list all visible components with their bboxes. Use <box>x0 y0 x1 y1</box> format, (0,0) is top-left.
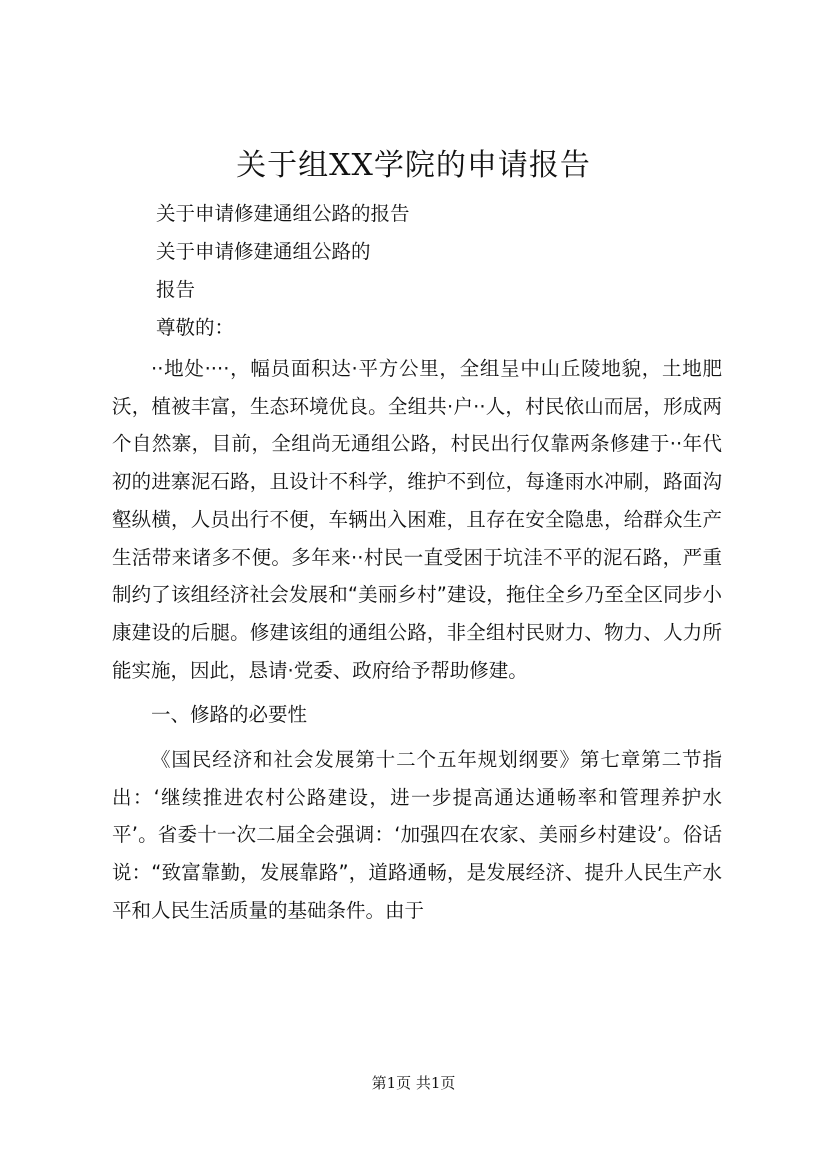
body-paragraph-policy: 《国民经济和社会发展第十二个五年规划纲要》第七章第二节指出：‘继续推进农村公路建设，进一步提高通达通畅率和管理养护水平’。省委十一次二届全会强调：‘加强四在农家、美丽乡村建设’。俗话说：“致富靠勤，发展靠路”，道路通畅，是发展经济、提升人民生产水平和人民生活质量的基础条件。由于 <box>112 747 722 922</box>
body-paragraph-intro: ··地处····，幅员面积达·平方公里，全组呈中山丘陵地貌，土地肥沃，植被丰富，生态环境优良。全组共·户··人，村民依山而居，形成两个自然寨，目前，全组尚无通组公路，村民出行仅靠两条修建于··年代初的进寨泥石路，且设计不科学，维护不到位，每逢雨水冲刷，路面沟壑纵横，人员出行不便，车辆出入困难，且存在安全隐患，给群众生产生活带来诸多不便。多年来··村民一直受困于坑洼不平的泥石路，严重制约了该组经济社会发展和“美丽乡村”建设，拖住全乡乃至全区同步小康建设的后腿。修建该组的通组公路，非全组村民财力、物力、人力所能实施，因此，恳请·党委、政府给予帮助修建。 <box>112 357 722 682</box>
page-footer: 第1页 共1页 <box>371 1074 456 1092</box>
subtitle-line-2: 关于申请修建通组公路的 <box>156 240 371 263</box>
document-title: 关于组XX学院的申请报告 <box>236 148 591 183</box>
subtitle-line-1: 关于申请修建通组公路的报告 <box>156 202 410 225</box>
section-heading-necessity: 一、修路的必要性 <box>151 703 308 727</box>
document-body <box>112 198 722 936</box>
salutation-line: 尊敬的： <box>156 316 235 339</box>
subtitle-line-3: 报告 <box>156 278 196 301</box>
